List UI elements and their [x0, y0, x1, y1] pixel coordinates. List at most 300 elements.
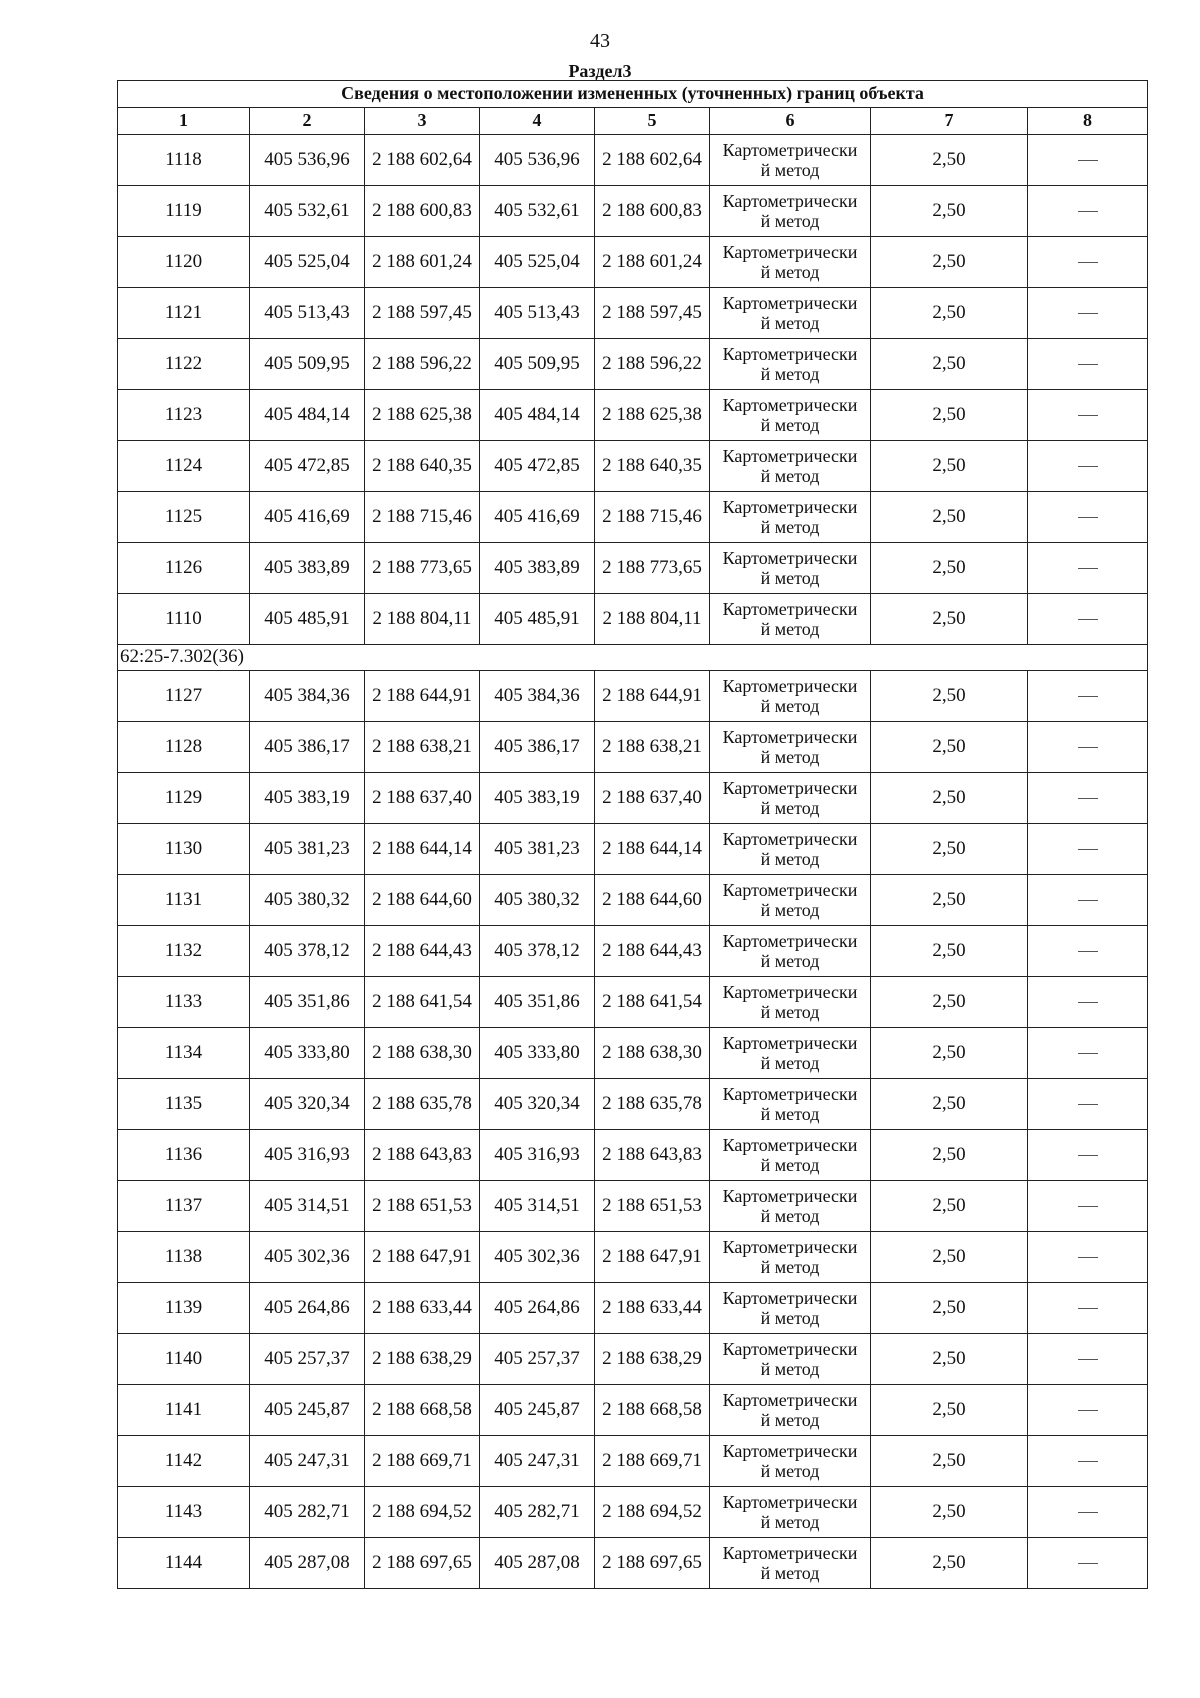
dash-cell — [1028, 1436, 1148, 1487]
method-line-1: Картометрически — [722, 1338, 858, 1359]
y-new: 2 188 602,64 — [595, 135, 710, 186]
point-number: 1122 — [118, 339, 250, 390]
dash-cell — [1028, 1283, 1148, 1334]
table-row — [118, 237, 1148, 288]
x-old: 405 472,85 — [250, 441, 365, 492]
method-line-1: Картометрически — [722, 1032, 858, 1053]
dash-cell — [1028, 237, 1148, 288]
precision-cell: 2,50 — [871, 926, 1028, 977]
precision-cell: 2,50 — [871, 390, 1028, 441]
dash-mark — [1078, 1002, 1098, 1003]
y-old: 2 188 597,45 — [365, 288, 480, 339]
y-new: 2 188 635,78 — [595, 1079, 710, 1130]
table-row — [118, 722, 1148, 773]
y-new: 2 188 804,11 — [595, 594, 710, 645]
x-old: 405 316,93 — [250, 1130, 365, 1181]
method-line-2: й метод — [760, 1155, 820, 1175]
point-number: 1119 — [118, 186, 250, 237]
precision-cell: 2,50 — [871, 722, 1028, 773]
table-row — [118, 1028, 1148, 1079]
x-old: 405 484,14 — [250, 390, 365, 441]
method-line-2: й метод — [760, 364, 820, 384]
method-line-1: Картометрически — [722, 547, 858, 568]
y-old: 2 188 644,91 — [365, 671, 480, 722]
x-old: 405 525,04 — [250, 237, 365, 288]
method-line-1: Картометрически — [722, 1287, 858, 1308]
dash-mark — [1078, 262, 1098, 263]
method-cell — [710, 1487, 871, 1538]
table-row — [118, 1283, 1148, 1334]
method-cell — [710, 773, 871, 824]
point-number: 1135 — [118, 1079, 250, 1130]
x-new: 405 386,17 — [480, 722, 595, 773]
precision-cell: 2,50 — [871, 1436, 1028, 1487]
point-number: 1126 — [118, 543, 250, 594]
method-line-2: й метод — [760, 951, 820, 971]
dash-cell — [1028, 671, 1148, 722]
table-row — [118, 824, 1148, 875]
dash-cell — [1028, 1079, 1148, 1130]
method-line-2: й метод — [760, 1461, 820, 1481]
x-new: 405 513,43 — [480, 288, 595, 339]
method-line-1: Картометрически — [722, 930, 858, 951]
x-new: 405 380,32 — [480, 875, 595, 926]
point-number: 1143 — [118, 1487, 250, 1538]
point-number: 1118 — [118, 135, 250, 186]
method-line-2: й метод — [760, 1308, 820, 1328]
x-old: 405 264,86 — [250, 1283, 365, 1334]
precision-cell: 2,50 — [871, 1079, 1028, 1130]
section-label: Раздел3 — [568, 61, 632, 81]
y-new: 2 188 668,58 — [595, 1385, 710, 1436]
precision-cell: 2,50 — [871, 1283, 1028, 1334]
method-line-2: й метод — [760, 517, 820, 537]
precision-cell: 2,50 — [871, 1487, 1028, 1538]
header-cell: 6 — [710, 108, 871, 135]
method-line-2: й метод — [760, 849, 820, 869]
method-line-2: й метод — [760, 313, 820, 333]
method-cell — [710, 1385, 871, 1436]
method-line-2: й метод — [760, 1053, 820, 1073]
method-line-2: й метод — [760, 1257, 820, 1277]
method-line-1: Картометрически — [722, 241, 858, 262]
method-cell — [710, 1334, 871, 1385]
precision-cell: 2,50 — [871, 875, 1028, 926]
point-number: 1120 — [118, 237, 250, 288]
method-cell — [710, 1130, 871, 1181]
method-line-1: Картометрически — [722, 1389, 858, 1410]
y-old: 2 188 602,64 — [365, 135, 480, 186]
method-line-2: й метод — [760, 211, 820, 231]
y-new: 2 188 638,30 — [595, 1028, 710, 1079]
method-cell — [710, 543, 871, 594]
y-old: 2 188 644,60 — [365, 875, 480, 926]
x-old: 405 378,12 — [250, 926, 365, 977]
precision-cell: 2,50 — [871, 288, 1028, 339]
method-line-1: Картометрически — [722, 1491, 858, 1512]
method-line-1: Картометрически — [722, 1542, 858, 1563]
precision-cell: 2,50 — [871, 671, 1028, 722]
dash-cell — [1028, 390, 1148, 441]
method-line-2: й метод — [760, 262, 820, 282]
table-row — [118, 773, 1148, 824]
y-old: 2 188 644,14 — [365, 824, 480, 875]
dash-mark — [1078, 1104, 1098, 1105]
table-row — [118, 875, 1148, 926]
point-number: 1141 — [118, 1385, 250, 1436]
table-title: Сведения о местоположении измененных (уточненных) границ объекта — [118, 81, 1148, 108]
precision-cell: 2,50 — [871, 339, 1028, 390]
method-line-1: Картометрически — [722, 1134, 858, 1155]
table-row — [118, 1232, 1148, 1283]
dash-cell — [1028, 875, 1148, 926]
group-row — [118, 645, 1148, 671]
x-old: 405 302,36 — [250, 1232, 365, 1283]
method-line-1: Картометрически — [722, 139, 858, 160]
point-number: 1130 — [118, 824, 250, 875]
method-line-1: Картометрически — [722, 777, 858, 798]
method-cell — [710, 492, 871, 543]
x-new: 405 416,69 — [480, 492, 595, 543]
method-line-1: Картометрически — [722, 190, 858, 211]
header-row — [118, 108, 1148, 135]
method-line-2: й метод — [760, 900, 820, 920]
x-new: 405 383,89 — [480, 543, 595, 594]
precision-cell: 2,50 — [871, 237, 1028, 288]
precision-cell: 2,50 — [871, 1130, 1028, 1181]
dash-cell — [1028, 1232, 1148, 1283]
dash-cell — [1028, 1181, 1148, 1232]
dash-cell — [1028, 722, 1148, 773]
y-new: 2 188 644,91 — [595, 671, 710, 722]
y-new: 2 188 601,24 — [595, 237, 710, 288]
y-old: 2 188 804,11 — [365, 594, 480, 645]
method-cell — [710, 135, 871, 186]
point-number: 1127 — [118, 671, 250, 722]
method-line-2: й метод — [760, 415, 820, 435]
table-row — [118, 594, 1148, 645]
y-new: 2 188 644,60 — [595, 875, 710, 926]
method-line-1: Картометрически — [722, 879, 858, 900]
method-line-1: Картометрически — [722, 1185, 858, 1206]
table-row — [118, 135, 1148, 186]
point-number: 1136 — [118, 1130, 250, 1181]
method-cell — [710, 1436, 871, 1487]
table-row — [118, 1385, 1148, 1436]
precision-cell: 2,50 — [871, 543, 1028, 594]
method-line-1: Картометрически — [722, 1083, 858, 1104]
method-line-2: й метод — [760, 1359, 820, 1379]
header-cell: 4 — [480, 108, 595, 135]
method-line-2: й метод — [760, 798, 820, 818]
x-old: 405 287,08 — [250, 1538, 365, 1589]
dash-cell — [1028, 824, 1148, 875]
y-old: 2 188 647,91 — [365, 1232, 480, 1283]
x-new: 405 314,51 — [480, 1181, 595, 1232]
point-number: 1144 — [118, 1538, 250, 1589]
table-row — [118, 1079, 1148, 1130]
dash-cell — [1028, 1538, 1148, 1589]
dash-cell — [1028, 543, 1148, 594]
header-cell: 7 — [871, 108, 1028, 135]
method-line-1: Картометрически — [722, 726, 858, 747]
method-line-1: Картометрически — [722, 394, 858, 415]
precision-cell: 2,50 — [871, 594, 1028, 645]
header-cell: 2 — [250, 108, 365, 135]
dash-cell — [1028, 186, 1148, 237]
dash-mark — [1078, 696, 1098, 697]
method-cell — [710, 237, 871, 288]
dash-cell — [1028, 926, 1148, 977]
x-old: 405 383,19 — [250, 773, 365, 824]
table-row — [118, 186, 1148, 237]
method-line-2: й метод — [760, 696, 820, 716]
x-new: 405 381,23 — [480, 824, 595, 875]
dash-cell — [1028, 1385, 1148, 1436]
y-old: 2 188 669,71 — [365, 1436, 480, 1487]
header-cell: 5 — [595, 108, 710, 135]
x-new: 405 485,91 — [480, 594, 595, 645]
dash-mark — [1078, 747, 1098, 748]
point-number: 1138 — [118, 1232, 250, 1283]
header-cell: 1 — [118, 108, 250, 135]
boundary-table — [117, 80, 1148, 1589]
method-cell — [710, 390, 871, 441]
y-old: 2 188 773,65 — [365, 543, 480, 594]
dash-mark — [1078, 1206, 1098, 1207]
y-new: 2 188 697,65 — [595, 1538, 710, 1589]
point-number: 1142 — [118, 1436, 250, 1487]
y-new: 2 188 638,29 — [595, 1334, 710, 1385]
x-old: 405 386,17 — [250, 722, 365, 773]
y-old: 2 188 651,53 — [365, 1181, 480, 1232]
page-number: 43 — [590, 30, 610, 52]
y-old: 2 188 641,54 — [365, 977, 480, 1028]
point-number: 1125 — [118, 492, 250, 543]
x-old: 405 314,51 — [250, 1181, 365, 1232]
dash-mark — [1078, 1053, 1098, 1054]
method-line-2: й метод — [760, 568, 820, 588]
method-line-1: Картометрически — [722, 1440, 858, 1461]
method-cell — [710, 1232, 871, 1283]
x-new: 405 472,85 — [480, 441, 595, 492]
method-line-2: й метод — [760, 1512, 820, 1532]
dash-cell — [1028, 1334, 1148, 1385]
x-new: 405 383,19 — [480, 773, 595, 824]
point-number: 1133 — [118, 977, 250, 1028]
precision-cell: 2,50 — [871, 441, 1028, 492]
dash-mark — [1078, 951, 1098, 952]
y-new: 2 188 633,44 — [595, 1283, 710, 1334]
precision-cell: 2,50 — [871, 1232, 1028, 1283]
method-cell — [710, 926, 871, 977]
group-label: 62:25-7.302(36) — [118, 645, 1148, 671]
method-line-1: Картометрически — [722, 598, 858, 619]
dash-mark — [1078, 1410, 1098, 1411]
x-new: 405 536,96 — [480, 135, 595, 186]
precision-cell: 2,50 — [871, 492, 1028, 543]
table-row — [118, 1436, 1148, 1487]
x-old: 405 247,31 — [250, 1436, 365, 1487]
y-old: 2 188 635,78 — [365, 1079, 480, 1130]
y-new: 2 188 638,21 — [595, 722, 710, 773]
method-line-2: й метод — [760, 466, 820, 486]
method-cell — [710, 339, 871, 390]
y-old: 2 188 638,30 — [365, 1028, 480, 1079]
method-cell — [710, 875, 871, 926]
method-cell — [710, 186, 871, 237]
y-new: 2 188 694,52 — [595, 1487, 710, 1538]
y-old: 2 188 625,38 — [365, 390, 480, 441]
x-old: 405 532,61 — [250, 186, 365, 237]
dash-cell — [1028, 977, 1148, 1028]
y-new: 2 188 651,53 — [595, 1181, 710, 1232]
x-new: 405 484,14 — [480, 390, 595, 441]
dash-mark — [1078, 619, 1098, 620]
method-cell — [710, 977, 871, 1028]
dash-mark — [1078, 517, 1098, 518]
table-row — [118, 492, 1148, 543]
x-old: 405 320,34 — [250, 1079, 365, 1130]
table-row — [118, 390, 1148, 441]
x-old: 405 383,89 — [250, 543, 365, 594]
table-row — [118, 1181, 1148, 1232]
y-old: 2 188 697,65 — [365, 1538, 480, 1589]
dash-mark — [1078, 211, 1098, 212]
y-new: 2 188 597,45 — [595, 288, 710, 339]
precision-cell: 2,50 — [871, 1538, 1028, 1589]
x-new: 405 509,95 — [480, 339, 595, 390]
method-line-2: й метод — [760, 1104, 820, 1124]
method-line-2: й метод — [760, 619, 820, 639]
y-old: 2 188 694,52 — [365, 1487, 480, 1538]
table-row — [118, 1130, 1148, 1181]
y-new: 2 188 641,54 — [595, 977, 710, 1028]
point-number: 1137 — [118, 1181, 250, 1232]
y-new: 2 188 600,83 — [595, 186, 710, 237]
precision-cell: 2,50 — [871, 824, 1028, 875]
table-row — [118, 977, 1148, 1028]
dash-cell — [1028, 1028, 1148, 1079]
y-old: 2 188 715,46 — [365, 492, 480, 543]
point-number: 1128 — [118, 722, 250, 773]
table-row — [118, 441, 1148, 492]
method-cell — [710, 1028, 871, 1079]
point-number: 1140 — [118, 1334, 250, 1385]
y-old: 2 188 637,40 — [365, 773, 480, 824]
x-new: 405 245,87 — [480, 1385, 595, 1436]
x-new: 405 257,37 — [480, 1334, 595, 1385]
method-line-2: й метод — [760, 1563, 820, 1583]
dash-cell — [1028, 492, 1148, 543]
method-cell — [710, 594, 871, 645]
x-new: 405 287,08 — [480, 1538, 595, 1589]
dash-mark — [1078, 1461, 1098, 1462]
y-old: 2 188 643,83 — [365, 1130, 480, 1181]
x-old: 405 416,69 — [250, 492, 365, 543]
x-new: 405 247,31 — [480, 1436, 595, 1487]
dash-cell — [1028, 1487, 1148, 1538]
y-old: 2 188 601,24 — [365, 237, 480, 288]
y-new: 2 188 644,14 — [595, 824, 710, 875]
precision-cell: 2,50 — [871, 135, 1028, 186]
precision-cell: 2,50 — [871, 1028, 1028, 1079]
y-new: 2 188 640,35 — [595, 441, 710, 492]
dash-mark — [1078, 1308, 1098, 1309]
y-new: 2 188 644,43 — [595, 926, 710, 977]
y-new: 2 188 637,40 — [595, 773, 710, 824]
y-new: 2 188 643,83 — [595, 1130, 710, 1181]
dash-cell — [1028, 773, 1148, 824]
y-new: 2 188 625,38 — [595, 390, 710, 441]
method-line-1: Картометрически — [722, 292, 858, 313]
point-number: 1110 — [118, 594, 250, 645]
x-old: 405 381,23 — [250, 824, 365, 875]
y-old: 2 188 638,21 — [365, 722, 480, 773]
method-cell — [710, 1181, 871, 1232]
x-new: 405 532,61 — [480, 186, 595, 237]
dash-mark — [1078, 466, 1098, 467]
method-cell — [710, 1079, 871, 1130]
dash-mark — [1078, 900, 1098, 901]
method-line-1: Картометрически — [722, 675, 858, 696]
dash-cell — [1028, 339, 1148, 390]
precision-cell: 2,50 — [871, 773, 1028, 824]
y-new: 2 188 715,46 — [595, 492, 710, 543]
method-cell — [710, 441, 871, 492]
method-line-1: Картометрически — [722, 981, 858, 1002]
method-line-1: Картометрически — [722, 828, 858, 849]
dash-cell — [1028, 441, 1148, 492]
x-old: 405 257,37 — [250, 1334, 365, 1385]
precision-cell: 2,50 — [871, 186, 1028, 237]
x-old: 405 282,71 — [250, 1487, 365, 1538]
dash-cell — [1028, 594, 1148, 645]
header-cell: 8 — [1028, 108, 1148, 135]
table-row — [118, 288, 1148, 339]
method-cell — [710, 824, 871, 875]
x-new: 405 316,93 — [480, 1130, 595, 1181]
method-line-2: й метод — [760, 1410, 820, 1430]
header-cell: 3 — [365, 108, 480, 135]
method-line-1: Картометрически — [722, 445, 858, 466]
y-old: 2 188 596,22 — [365, 339, 480, 390]
table-row — [118, 671, 1148, 722]
dash-mark — [1078, 1512, 1098, 1513]
method-line-2: й метод — [760, 1002, 820, 1022]
point-number: 1131 — [118, 875, 250, 926]
point-number: 1129 — [118, 773, 250, 824]
x-old: 405 351,86 — [250, 977, 365, 1028]
dash-mark — [1078, 313, 1098, 314]
y-new: 2 188 669,71 — [595, 1436, 710, 1487]
x-new: 405 333,80 — [480, 1028, 595, 1079]
y-old: 2 188 644,43 — [365, 926, 480, 977]
y-old: 2 188 600,83 — [365, 186, 480, 237]
x-old: 405 384,36 — [250, 671, 365, 722]
x-new: 405 264,86 — [480, 1283, 595, 1334]
dash-mark — [1078, 798, 1098, 799]
y-new: 2 188 647,91 — [595, 1232, 710, 1283]
method-cell — [710, 288, 871, 339]
precision-cell: 2,50 — [871, 1181, 1028, 1232]
dash-mark — [1078, 1359, 1098, 1360]
precision-cell: 2,50 — [871, 1334, 1028, 1385]
x-old: 405 485,91 — [250, 594, 365, 645]
y-old: 2 188 668,58 — [365, 1385, 480, 1436]
dash-cell — [1028, 1130, 1148, 1181]
x-new: 405 384,36 — [480, 671, 595, 722]
